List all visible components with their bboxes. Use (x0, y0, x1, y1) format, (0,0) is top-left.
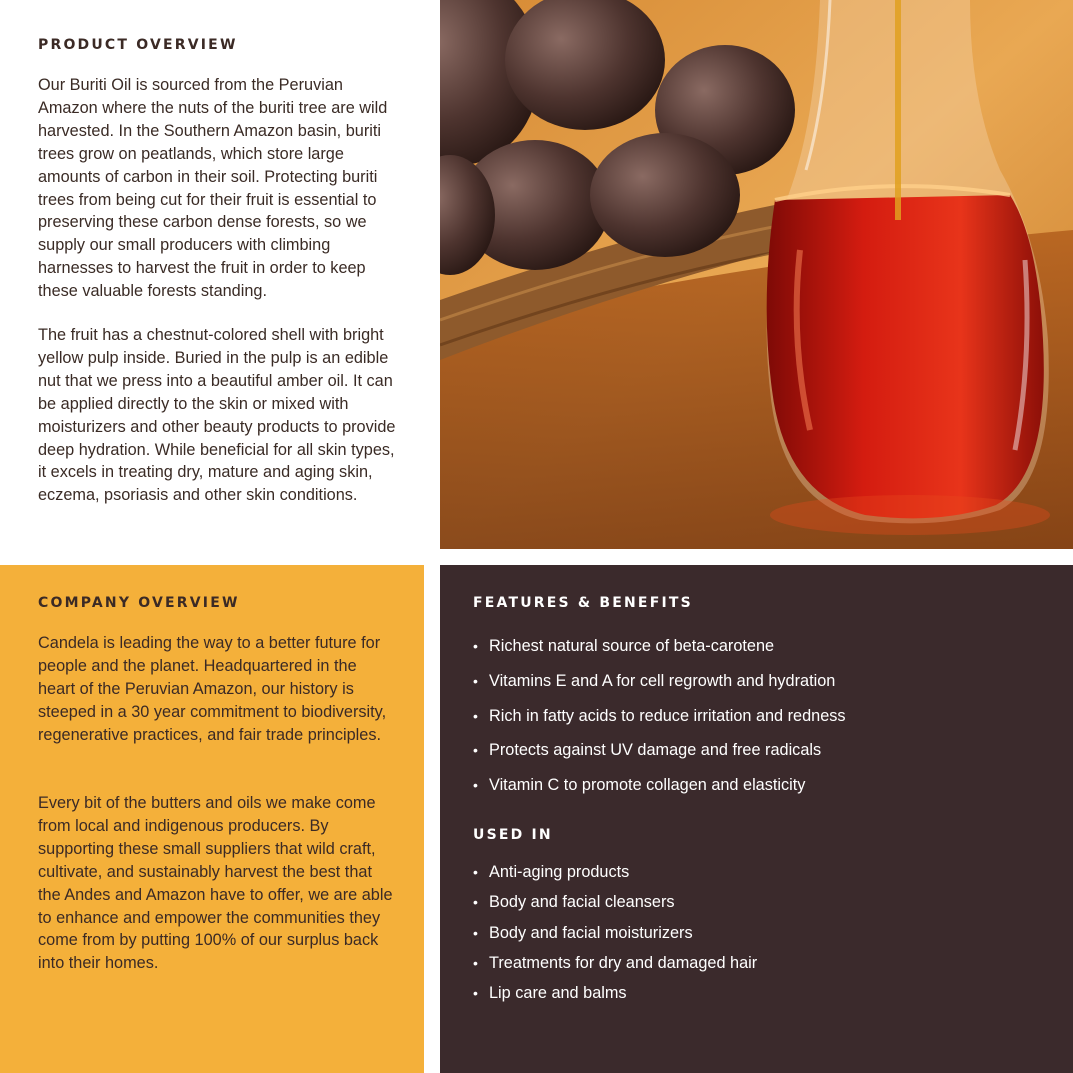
list-item: • Body and facial cleansers (473, 891, 757, 921)
company-overview-paragraph-1: Candela is leading the way to a better future for people and the planet. Headquartered in the heart of the Peruvian Amazon, our history is steeped in a 30 year commitment to biodiversity, regenerative practices, and fair trade principles. (38, 634, 387, 744)
list-item: • Rich in fatty acids to reduce irritation and redness (473, 705, 846, 740)
list-item: • Lip care and balms (473, 982, 757, 1012)
company-overview-section (0, 565, 424, 1073)
used-in-heading: USED IN (473, 827, 553, 843)
list-item: • Anti-aging products (473, 861, 757, 891)
list-item: • Vitamins E and A for cell regrowth and hydration (473, 670, 846, 705)
buriti-oil-photo (440, 0, 1073, 549)
product-overview-paragraph-2: The fruit has a chestnut-colored shell with bright yellow pulp inside. Buried in the pulp is an edible nut that we press into a beautiful amber oil. It can be applied directly to the skin or mixed with moisturizers and other beauty products to provide deep hydration. While beneficial for all skin types, it excels in treating dry, mature and aging skin, eczema, psoriasis and other skin conditions. (38, 326, 396, 505)
product-overview-section (0, 0, 440, 549)
company-overview-heading: COMPANY OVERVIEW (38, 595, 240, 611)
features-benefits-heading: FEATURES & BENEFITS (473, 595, 693, 611)
list-item: • Protects against UV damage and free radicals (473, 739, 846, 774)
product-overview-paragraph-1: Our Buriti Oil is sourced from the Peruvian Amazon where the nuts of the buriti tree are wild harvested. In the Southern Amazon basin, buriti trees grow on peatlands, which store large amounts of carbon in their soil. Protecting buriti trees from being cut for their fruit is essential to preserving these carbon dense forests, so we supply our small producers with climbing harnesses to harvest the fruit in order to keep these valuable forests standing. (38, 76, 388, 301)
list-item: • Richest natural source of beta-carotene (473, 635, 846, 670)
features-benefits-section (440, 565, 1073, 1073)
list-item: • Vitamin C to promote collagen and elasticity (473, 774, 846, 809)
company-overview-paragraph-2: Every bit of the butters and oils we make come from local and indigenous producers. By supporting these small suppliers that wild craft, cultivate, and sustainably harvest the best that the Andes and Amazon have to offer, we are able to enhance and empower the communities they come from by putting 100% of our surplus back into their homes. (38, 794, 393, 973)
features-list (473, 635, 846, 809)
list-item: • Treatments for dry and damaged hair (473, 952, 757, 982)
product-overview-heading: PRODUCT OVERVIEW (38, 37, 238, 53)
used-in-list (473, 861, 757, 1012)
list-item: • Body and facial moisturizers (473, 922, 757, 952)
